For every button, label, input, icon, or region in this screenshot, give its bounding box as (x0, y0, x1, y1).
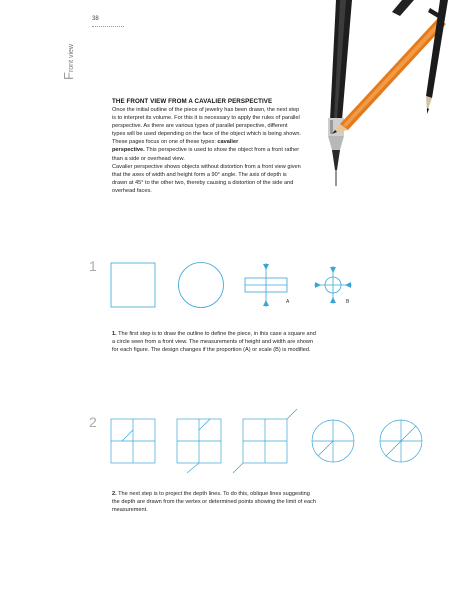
step-1-caption-text: The first step is to draw the outline to define the piece, in this case a square and a circle seen from a front view. The measurements of height and width are shown for each figure. The design changes if the proportion (A) or scale (B) is modified. (112, 331, 316, 354)
step2-circle-2 (380, 420, 422, 462)
intro-bold-1: cavalier (217, 139, 239, 146)
step2-square-1 (111, 419, 155, 463)
step-2-caption-num: 2. (112, 491, 117, 497)
side-label-rest: ront view (68, 44, 75, 73)
intro-text-1: Once the initial outline of the piece of jewelry has been drawn, the next step is to interpret its volume. For this it is necessary to apply the rules of parallel perspective. As there are various types of parallel perspective, different types will be used depending on the face of the object which is being shown. These pages focus on one of these types: (112, 107, 302, 146)
intro-text-2: This perspective is used to show the object from a front rather than a side or overhead view. (112, 147, 300, 162)
step2-circle-1 (312, 420, 354, 462)
label-a: A (286, 299, 290, 305)
step-2-number: 2 (89, 414, 97, 430)
side-label-initial: F (61, 72, 76, 80)
step2-square-3 (233, 409, 297, 473)
step-2-caption-text: The next step is to project the depth lines. To do this, oblique lines suggesting the depth are drawn from the vertex or determined points showing the limit of each measurement. (112, 491, 316, 514)
step-2-caption (112, 490, 317, 515)
page-number: 38 (92, 16, 99, 22)
step-1-caption-num: 1. (112, 331, 117, 337)
intro-paragraph-2: Cavalier perspective shows objects without distortion from a front view given that the axes of width and height form a 90° angle. The axis of depth is drawn at 45° to the other two, thereby causing a distortion of the side and overhead faces. (112, 163, 301, 194)
intro-bold-2: perspective. (112, 147, 145, 154)
label-b: B (346, 299, 350, 305)
section-title: THE FRONT VIEW FROM A CAVALIER PERSPECTIVE (112, 98, 273, 105)
step-1-number: 1 (89, 258, 97, 274)
step2-square-2 (177, 419, 221, 473)
